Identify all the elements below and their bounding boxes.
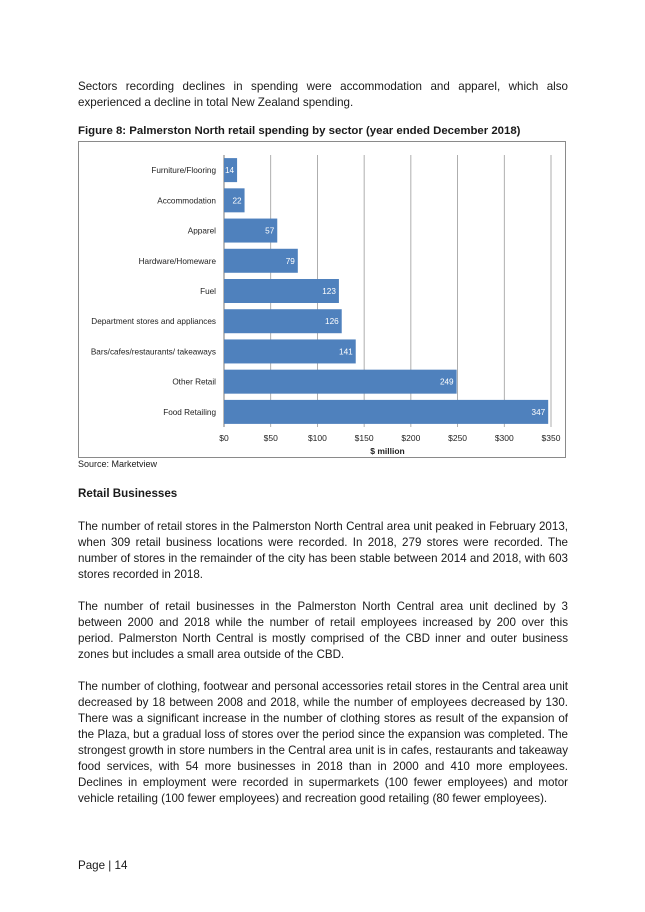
- chart-container: [78, 141, 566, 458]
- x-tick-label: $0: [219, 433, 229, 443]
- section-heading: Retail Businesses: [78, 487, 178, 500]
- category-label: Fuel: [200, 287, 216, 296]
- x-axis-title: $ million: [370, 446, 405, 456]
- x-tick-label: $350: [541, 433, 561, 443]
- category-label: Hardware/Homeware: [138, 256, 216, 266]
- data-label: 123: [322, 287, 336, 296]
- paragraph-2: The number of retail businesses in the Palmerston North Central area unit declined by 3 between 2000 and 2018 while the number of retail employees increased by 200 over this period. Palmerston North Central is mostly comprised of the CBD inner and outer business zones but includes a small area outside of the CBD.: [78, 600, 568, 661]
- data-label: 249: [439, 377, 454, 387]
- category-label: Accommodation: [157, 196, 216, 206]
- paragraph-1: The number of retail stores in the Palmerston North Central area unit peaked in February 2013, when 309 retail business locations were recorded. In 2018, 279 stores were recorded. The number of stores in the remainder of the city has been stable between 2014 and 2018, with 603 stores recorded in 2018.: [78, 520, 568, 581]
- x-tick-label: $150: [354, 433, 374, 443]
- data-label: 57: [265, 226, 275, 236]
- bar: [224, 400, 548, 424]
- category-label: Bars/cafes/restaurants/ takeaways: [90, 347, 216, 357]
- x-tick-label: $200: [401, 433, 421, 443]
- data-label: 126: [325, 317, 339, 327]
- x-tick-label: $300: [494, 433, 514, 443]
- data-label: 14: [224, 166, 235, 176]
- x-tick-label: $250: [448, 433, 468, 443]
- bar: [224, 309, 342, 333]
- retail-spending-bar-chart: [79, 142, 567, 459]
- bar: [224, 370, 457, 394]
- paragraph-3: The number of clothing, footwear and personal accessories retail stores in the Central area unit decreased by 18 between 2008 and 2018, while the number of employees decreased by 130. There was a significant increase in the number of clothing stores as result of the expansion of the Plaza, but a gradual loss of stores over the period since the expansion was completed. The strongest growth in store numbers in the Central area unit is in cafes, restaurants and takeaway food services, with 54 more businesses in 2018 than in 2000 and 410 more employees. Declines in employment were recorded in supermarkets (100 fewer employees) and motor vehicle retailing (100 fewer employees) and recreation good retailing (80 fewer employees).: [78, 680, 568, 805]
- page-number: Page | 14: [78, 859, 128, 872]
- x-tick-label: $100: [307, 433, 327, 443]
- data-label: 347: [531, 407, 546, 417]
- data-label: 22: [232, 196, 242, 206]
- figure-source: Source: Marketview: [78, 459, 158, 469]
- data-label: 141: [339, 347, 353, 357]
- intro-paragraph: Sectors recording declines in spending were accommodation and apparel, which also experienced a decline in total New Zealand spending.: [78, 80, 568, 109]
- x-tick-label: $50: [263, 433, 278, 443]
- category-label: Furniture/Flooring: [151, 166, 216, 176]
- bar: [224, 339, 356, 363]
- figure-title: Figure 8: Palmerston North retail spending by sector (year ended December 2018): [78, 125, 521, 137]
- category-label: Department stores and appliances: [91, 317, 216, 327]
- category-label: Apparel: [187, 226, 216, 236]
- category-label: Food Retailing: [163, 407, 216, 417]
- category-label: Other Retail: [172, 377, 216, 387]
- data-label: 79: [285, 256, 295, 266]
